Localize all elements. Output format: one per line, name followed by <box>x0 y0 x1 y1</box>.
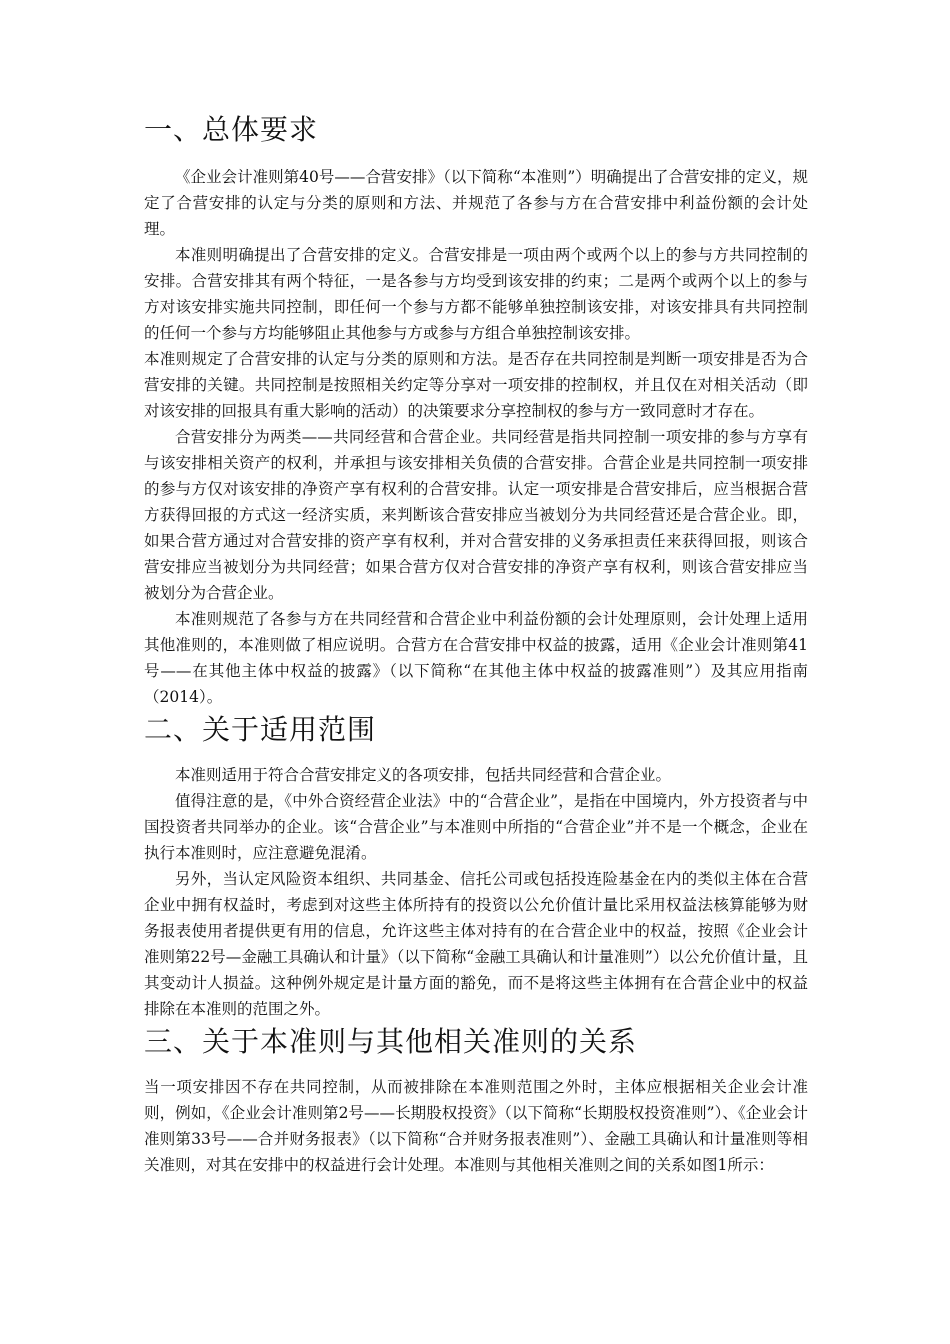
section-heading-general-requirements: 一、总体要求 <box>144 113 319 146</box>
paragraph: 另外，当认定风险资本组织、共同基金、信托公司或包括投连险基金在内的类似主体在合营企业中拥有权益时，考虑到对这些主体所持有的投资以公允价值计量比采用权益法核算能够为财务报表使用者提供更有用的信息，允许这些主体对持有的在合营企业中的权益，按照《企业会计准则第22号—金融工具确认和计量》（以下简称“金融工具确认和计量准则”）以公允价值计量，且其变动计人损益。这种例外规定是计量方面的豁免，而不是将这些主体拥有在合营企业中的权益排除在本准则的范围之外。 <box>144 870 808 1018</box>
paragraph: 值得注意的是，《中外合资经营企业法》中的“合营企业”，是指在中国境内，外方投资者与中国投资者共同举办的企业。该“合营企业”与本准则中所指的“合营企业”并不是一个概念，企业在执行本准则时，应注意避免混淆。 <box>144 792 808 862</box>
paragraph: 合营安排分为两类——共同经营和合营企业。共同经营是指共同控制一项安排的参与方享有与该安排相关资产的权利，并承担与该安排相关负债的合营安排。合营企业是共同控制一项安排的参与方仅对该安排的净资产享有权利的合营安排。认定一项安排是合营安排后，应当根据合营方获得回报的方式这一经济实质，来判断该合营安排应当被划分为共同经营还是合营企业。即，如果合营方通过对合营安排的资产享有权利，并对合营安排的义务承担责任来获得回报，则该合营安排应当被划分为共同经营；如果合营方仅对合营安排的净资产享有权利，则该合营安排应当被划分为合营企业。 <box>144 428 808 602</box>
paragraph: 《企业会计准则第40号——合营安排》（以下简称“本准则”）明确提出了合营安排的定义，规定了合营安排的认定与分类的原则和方法、并规范了各参与方在合营安排中利益份额的会计处理。 <box>144 168 808 238</box>
paragraph: 本准则明确提出了合营安排的定义。合营安排是一项由两个或两个以上的参与方共同控制的安排。合营安排其有两个特征，一是各参与方均受到该安排的约束；二是两个或两个以上的参与方对该安排实施共同控制，即任何一个参与方都不能够单独控制该安排，对该安排具有共同控制的任何一个参与方均能够阻止其他参与方或参与方组合单独控制该安排。 <box>144 246 808 342</box>
document-page <box>144 110 808 1178</box>
section-heading-scope: 二、关于适用范围 <box>144 713 377 746</box>
paragraph: 当一项安排因不存在共同控制，从而被排除在本准则范围之外时，主体应根据相关企业会计准则，例如，《企业会计准则第2号——长期股权投资》（以下简称“长期股权投资准则”）、《企业会计准则第33号——合并财务报表》（以下简称“合并财务报表准则”）、金融工具确认和计量准则等相关准则，对其在安排中的权益进行会计处理。本准则与其他相关准则之间的关系如图1所示： <box>144 1078 808 1174</box>
paragraph: 本准则规定了合营安排的认定与分类的原则和方法。是否存在共同控制是判断一项安排是否为合营安排的关键。共同控制是按照相关约定等分享对一项安排的控制权，并且仅在对相关活动（即对该安排的回报具有重大影响的活动）的决策要求分享控制权的参与方一致同意时才存在。 <box>144 350 808 420</box>
section-heading-relation-to-other-standards: 三、关于本准则与其他相关准则的关系 <box>144 1025 638 1058</box>
paragraph: 本准则适用于符合合营安排定义的各项安排，包括共同经营和合营企业。 <box>175 766 672 784</box>
paragraph: 本准则规范了各参与方在共同经营和合营企业中利益份额的会计处理原则，会计处理上适用其他准则的，本准则做了相应说明。合营方在合营安排中权益的披露，适用《企业会计准则第41号——在其他主体中权益的披露》（以下简称“在其他主体中权益的披露准则”）及其应用指南（2014）。 <box>144 610 808 706</box>
